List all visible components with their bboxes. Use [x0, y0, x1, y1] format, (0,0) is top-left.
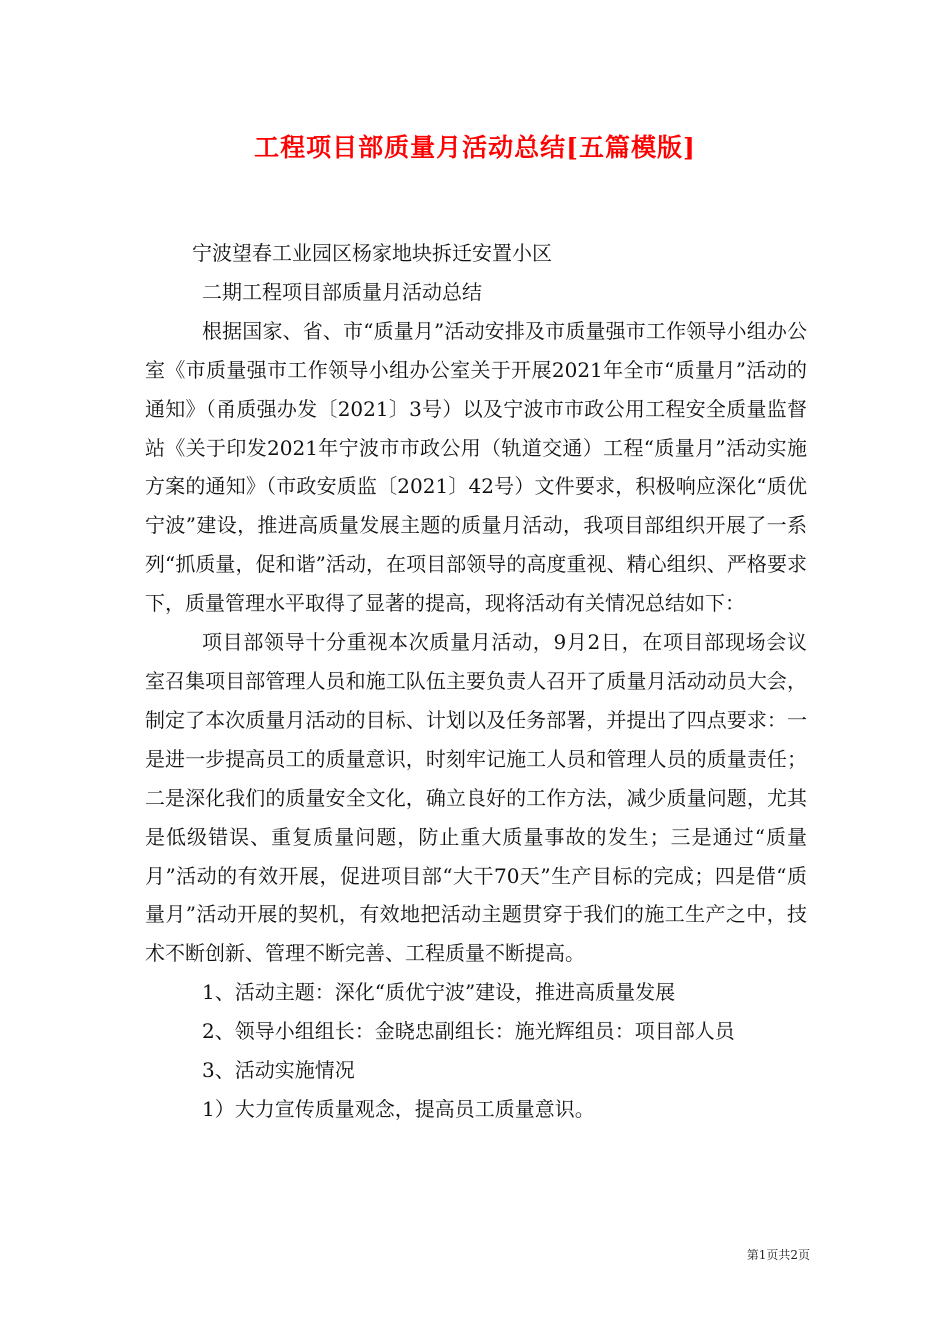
body-paragraph: 项目部领导十分重视本次质量月活动，9月2日，在项目部现场会议室召集项目部管理人员和施工队伍主要负责人召开了质量月活动动员大会，制定了本次质量月活动的目标、计划以及任务部署，并提出了四点要求：一是进一步提高员工的质量意识，时刻牢记施工人员和管理人员的质量责任；二是深化我们的质量安全文化，确立良好的工作方法，减少质量问题，尤其是低级错误、重复质量问题，防止重大质量事故的发生；三是通过“质量月”活动的有效开展，促进项目部“大干70天”生产目标的完成；四是借“质量月”活动开展的契机，有效地把活动主题贯穿于我们的施工生产之中，技术不断创新、管理不断完善、工程质量不断提高。 — [145, 630, 807, 966]
document-body — [145, 234, 807, 1129]
subtitle-line-2: 二期工程项目部质量月活动总结 — [202, 279, 482, 304]
subtitle-line-1: 宁波望春工业园区杨家地块拆迁安置小区 — [192, 241, 552, 265]
body-paragraph: 根据国家、省、市“质量月”活动安排及市质量强市工作领导小组办公室《市质量强市工作领导小组办公室关于开展2021年全市“质量月”活动的通知》（甬质强办发〔2021〕3号）以及宁波市市政公用工程安全质量监督站《关于印发2021年宁波市市政公用（轨道交通）工程“质量月”活动实施方案的通知》（市政安质监〔2021〕42号）文件要求，积极响应深化“质优宁波”建设，推进高质量发展主题的质量月活动，我项目部组织开展了一系列“抓质量，促和谐”活动，在项目部领导的高度重视、精心组织、严格要求下，质量管理水平取得了显著的提高，现将活动有关情况总结如下： — [145, 318, 807, 616]
list-item: 1、活动主题：深化“质优宁波”建设，推进高质量发展 — [202, 980, 676, 1005]
list-item: 1）大力宣传质量观念，提高员工质量意识。 — [202, 1096, 595, 1121]
page-number: 第1页共2页 — [746, 1248, 810, 1262]
list-item: 3、活动实施情况 — [202, 1058, 355, 1083]
list-item: 2、领导小组组长：金晓忠副组长：施光辉组员：项目部人员 — [202, 1019, 735, 1044]
document-title: 工程项目部质量月活动总结[五篇模版] — [254, 133, 696, 162]
